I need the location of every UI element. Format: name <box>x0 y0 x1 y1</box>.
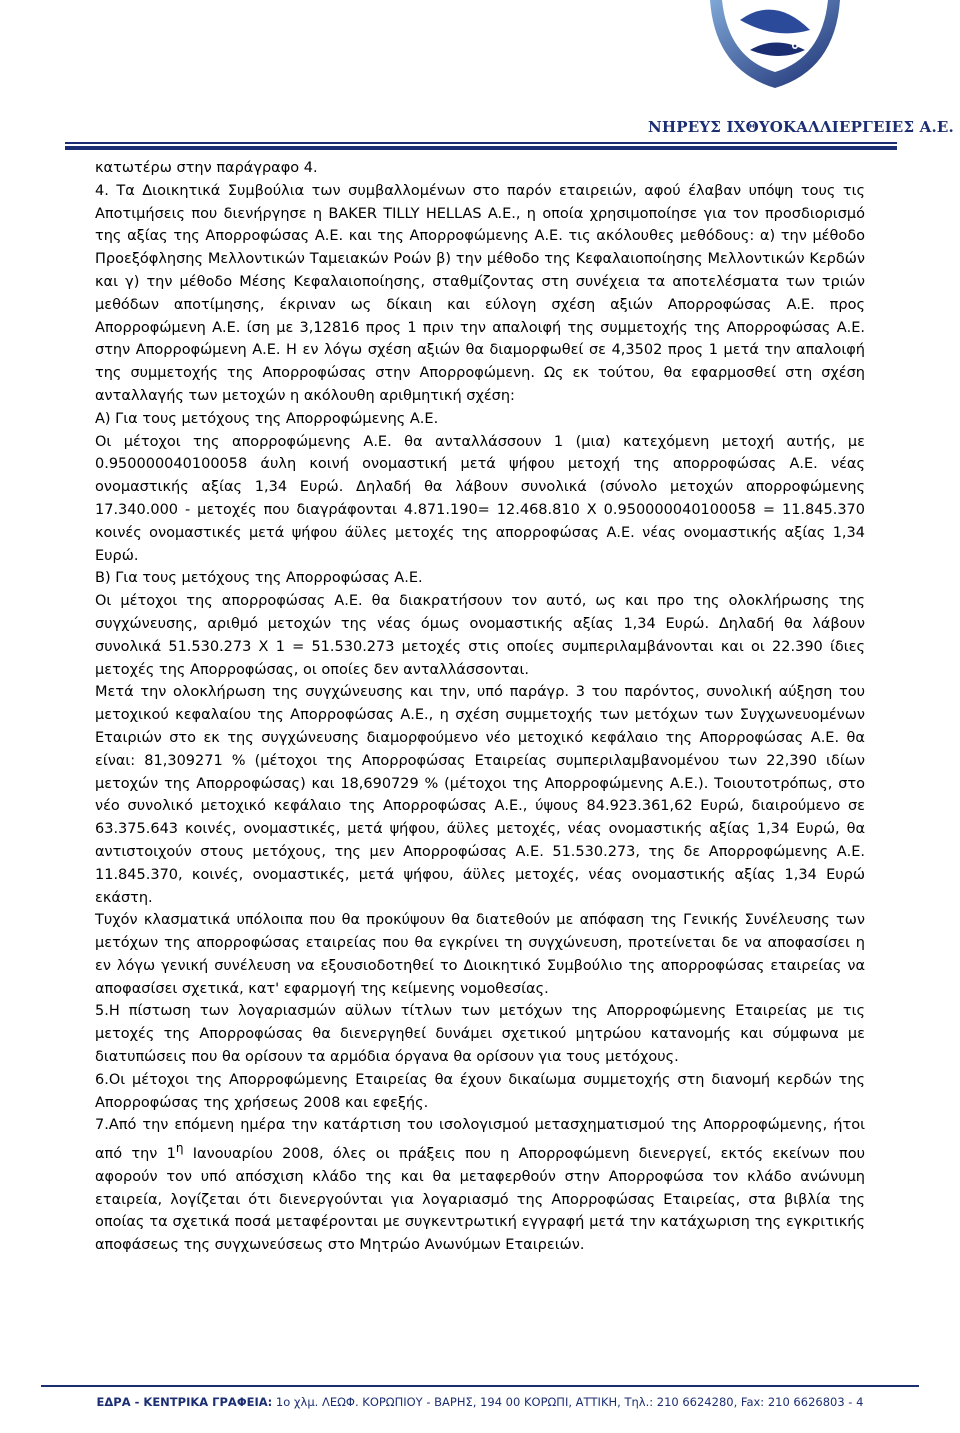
company-name: ΝΗΡΕΥΣ ΙΧΘΥΟΚΑΛΛΙΕΡΓΕΙΕΣ Α.Ε. <box>648 118 954 136</box>
ordinal-superscript: η <box>175 1141 184 1156</box>
paragraph: Οι μέτοχοι της απορροφώσας Α.Ε. θα διακρατήσουν τον αυτό, ως και προ της ολοκλήρωσης της συγχώνευσης, αριθμό μετοχών της νέας όμως ονομαστικής αξίας 1,34 Ευρώ. Δηλαδή θα λάβουν συνολικά 51.530.273 Χ 1 = 51.530.273 μετοχές στις οποίες συμπεριλαμβάνονται και οι 22.390 ίδιες μετοχές της Απορροφώσας, οι οποίες δεν ανταλλάσσονται. <box>95 593 865 678</box>
paragraph: κατωτέρω στην παράγραφο 4. <box>95 160 318 176</box>
paragraph: Τυχόν κλασματικά υπόλοιπα που θα προκύψουν θα διατεθούν με απόφαση της Γενικής Συνέλευσης των μετόχων της απορροφώσας εταιρείας που θα εγκρίνει τη συγχώνευση, προτείνεται δε να αποφασίσει η εν λόγω γενική συνέλευση να εξουσιοδοτηθεί το Διοικητικό Συμβούλιο της απορροφώσας εταιρείας να αποφασίσει σχετικά, κατ' εφαρμογή της κείμενης νομοθεσίας. <box>95 912 865 997</box>
footer-address <box>41 1395 919 1409</box>
paragraph-7-rest: Ιανουαρίου 2008, όλες οι πράξεις που η Απορροφώμενη διενεργεί, εκτός εκείνων που αφορούν τον υπό απόσχιση κλάδο της και θα μεταφερθούν στην Απορροφώσα τον κλάδο ανώνυμη εταιρεία, λογίζεται ότι διενεργούνται για λογαριασμό της Απορροφώσας Εταιρείας, στα βιβλία της οποίας τα σχετικά ποσά μεταφέρονται με συγκεντρωτική εγγραφή μετά την κατάχωριση της εγκριτικής αποφάσεως της συγχωνεύσεως στο Μητρώο Ανωνύμων Εταιρειών. <box>95 1146 866 1254</box>
paragraph: 5.Η πίστωση των λογαριασμών αϋλων τίτλων των μετόχων της Απορροφώμενης Εταιρείας με τις μετοχές της Απορροφώσας θα διενεργηθεί δυνάμει σχετικού μητρώου κατανομής και σύμφωνα με διατυπώσεις που θα ορίσουν τα αρμόδια όργανα θα ορίσουν για τους μετόχους. <box>95 1003 865 1066</box>
paragraph: 6.Οι μέτοχοι της Απορροφώμενης Εταιρείας θα έχουν δικαίωμα συμμετοχής στη διανομή κερδών της Απορροφώσας της χρήσεως 2008 και εφεξής. <box>95 1071 865 1111</box>
paragraph: 4. Τα Διοικητικά Συμβούλια των συμβαλλομένων στο παρόν εταιρειών, αφού έλαβαν υπόψη τους τις Αποτιμήσεις που διενήργησε η BAKER TILLY HELLAS A.E., η οποία χρησιμοποίησε για τον προσδιορισμό της αξίας της Απορροφώσας Α.Ε. και της Απορροφώμενης Α.Ε. τις ακόλουθες μεθόδους: α) την μέθοδο Προεξόφλησης Μελλοντικών Ταμειακών Ροών β) την μέθοδο της Κεφαλαιοποίησης Μελλοντικών Κερδών και γ) την μέθοδο Μέσης Κεφαλαιοποίησης, σταθμίζοντας στη συνέχεια τα αποτελέσματα των τριών μεθόδων αποτίμησης, έκριναν ως δίκαιη και εύλογη σχέση αξιών Απορροφώσας Α.Ε. προς Απορροφώμενη Α.Ε. ίση με 3,12816 προς 1 πριν την απαλοιφή της συμμετοχής της Απορροφώσας Α.Ε. στην Απορροφώμενη Α.Ε. Η εν λόγω σχέση αξιών θα διαμορφωθεί σε 4,3502 προς 1 μετά την απαλοιφή της συμμετοχής της Απορροφώσας στην Απορροφώμενη. Ως εκ τούτου, θα εφαρμοσθεί στη σχέση ανταλλαγής των μετοχών η ακόλουθη αριθμητική σχέση: <box>95 182 865 404</box>
footer-text: 1ο χλμ. ΛΕΩΦ. ΚΟΡΩΠΙΟΥ - ΒΑΡΗΣ, 194 00 ΚΟΡΩΠΙ, ΑΤΤΙΚΗ, Τηλ.: 210 6624280, Fax: 210 6626803 - 4 <box>272 1395 864 1409</box>
paragraph: Οι μέτοχοι της απορροφώμενης Α.Ε. θα ανταλλάσσουν 1 (μια) κατεχόμενη μετοχή αυτής, με 0.95000004010005​8 άυλη κοινή ονομαστική μετά ψήφου μετοχή της απορροφώσας Α.Ε. νέας ονομαστικής αξίας 1,34 Ευρώ. Δηλαδή θα λάβουν συνολικά (σύνολο μετοχών απορροφώμενης 17.340.000 - μετοχές που διαγράφονται 4.871.190= 12.468.810 Χ 0.95000004010005​8 = 11.845.370 κοινές ονομαστικές μετά ψήφου άϋλες μετοχές της απορροφώσας Α.Ε. νέας ονομαστικής αξίας 1,34 Ευρώ. <box>95 433 865 564</box>
footer-divider <box>41 1385 919 1387</box>
header-divider <box>65 142 897 150</box>
footer-label: ΕΔΡΑ - ΚΕΝΤΡΙΚΑ ΓΡΑΦΕΙΑ: <box>96 1395 273 1409</box>
document-body <box>95 157 865 1257</box>
paragraph: Β) Για τους μετόχους της Απορροφώσας Α.Ε. <box>95 570 423 587</box>
company-logo <box>700 0 850 108</box>
paragraph: Μετά την ολοκλήρωση της συγχώνευσης και την, υπό παράγρ. 3 του παρόντος, συνολική αύξηση του μετοχικού κεφαλαίου της Απορροφώσας Α.Ε., η σχέση συμμετοχής των μετόχων των Συγχωνευομένων Εταιριών στο εκ της συγχώνευσης διαμορφούμενο νέο μετοχικό κεφάλαιο της Απορροφώσας Α.Ε. θα είναι: 81,309271 % (μέτοχοι της Απορροφώσας Εταιρείας συμπεριλαμβανομένου των 22,390 ιδίων μετοχών της Απορροφώσας) και 18,690729 % (μέτοχοι της Απορροφώμενης Α.Ε.). Τοιουτοτρόπως, στο νέο συνολικό μετοχικό κεφάλαιο της Απορροφώσας Α.Ε., ύψους 84.923.361,62 Ευρώ, διαιρούμενο σε 63.375.643 κοινές, ονομαστικές, μετά ψήφου, άϋλες μετοχές, νέας ονομαστικής αξίας 1,34 Ευρώ, θα αντιστοιχούν στους μετόχους, της μεν Απορροφώσας Α.Ε. 51.530.273, της δε Απορροφώμενης Α.Ε. 11.845.370, κοινές, ονομαστικές, μετά ψήφου, άϋλες μετοχές, νέας ονομαστικής αξίας 1,34 Ευρώ εκάστη. <box>95 684 865 906</box>
paragraph-7 <box>95 1114 865 1257</box>
fish-circle-logo-icon <box>700 0 850 108</box>
paragraph-7-start: 7.Από την επόμενη ημέρα την κατάρτιση του ισολογισμού μετασχηματισμού της Απορροφώμενης, ήτοι από την 1 <box>95 1117 865 1163</box>
paragraph: Α) Για τους μετόχους της Απορροφώμενης Α.Ε. <box>95 410 439 427</box>
